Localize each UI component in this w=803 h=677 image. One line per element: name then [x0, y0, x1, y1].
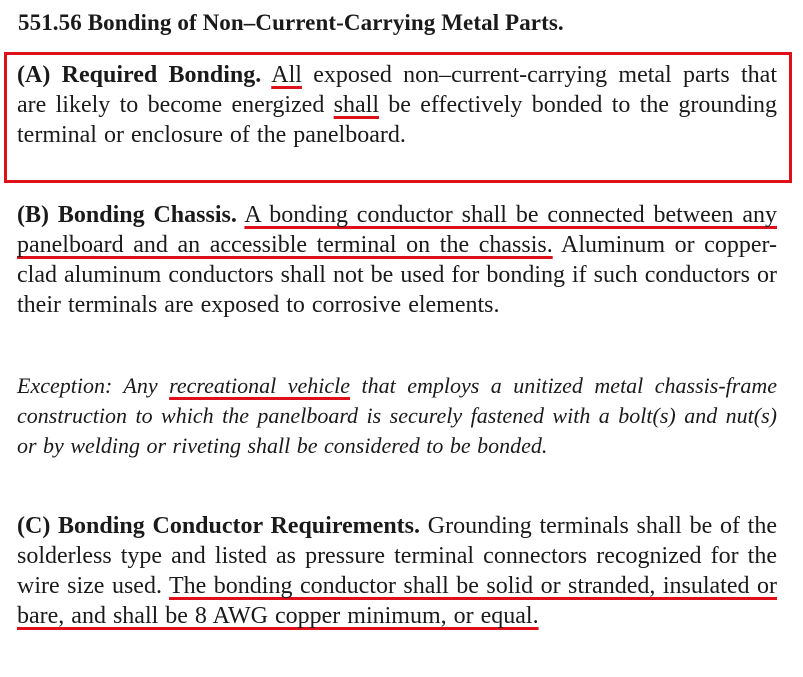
body-text: that employs a unitized metal chassis-frame construction to which the panelboard is securely fastened with a bolt(s) and nut(s) or by welding or riveting shall be considered to be bonded.: [17, 373, 778, 458]
paragraph-bonding-conductor-requirements: [17, 511, 777, 631]
underlined-text: The bonding conductor shall be solid or stranded, insulated or bare, and shall be 8 AWG copper minimum, or equal.: [17, 573, 777, 629]
body-text: exposed non–current-carrying metal parts that are likely to become energized: [17, 62, 777, 118]
paragraph-bonding-chassis: [17, 200, 777, 320]
underlined-text: A bonding conductor shall be connected between any panelboard and an accessible terminal on the chassis.: [17, 202, 778, 258]
underlined-text: shall: [333, 92, 379, 118]
paragraph-label: (A) Required Bonding.: [17, 62, 262, 88]
body-text: Grounding terminals shall be of the solderless type and listed as pressure terminal connectors recognized for the wire size used.: [17, 513, 777, 599]
paragraph-label: (C) Bonding Conductor Requirements.: [17, 513, 421, 539]
section-heading: 551.56 Bonding of Non–Current-Carrying Metal Parts.: [18, 10, 564, 35]
underlined-text: recreational vehicle: [169, 373, 350, 398]
underlined-text: All: [271, 62, 302, 88]
body-text: Exception: Any: [17, 373, 170, 398]
spacer: [261, 62, 271, 88]
body-text: be effectively bonded to the grounding terminal or enclosure of the panelboard.: [17, 92, 777, 148]
paragraph-label: (B) Bonding Chassis.: [17, 202, 237, 228]
paragraph-required-bonding: [17, 60, 777, 150]
paragraph-exception: [17, 371, 777, 461]
body-text: Aluminum or copper-clad aluminum conductors shall not be used for bonding if such conductors or their terminals are exposed to corrosive elements.: [17, 232, 777, 318]
